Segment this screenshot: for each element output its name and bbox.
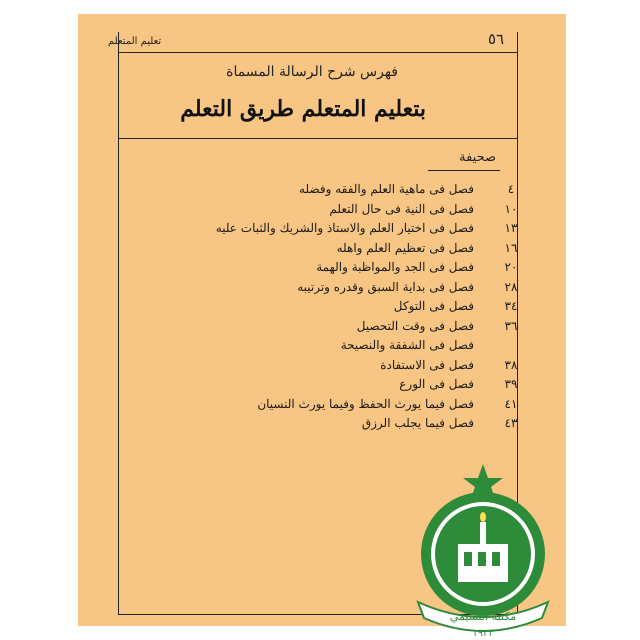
toc-page-number: ٤	[507, 182, 515, 196]
toc-row	[174, 318, 518, 339]
logo-year: ١٩٢٣	[472, 628, 494, 638]
toc-row	[174, 240, 518, 261]
toc-entry-title: فصل فى تعظيم العلم واهله	[336, 240, 474, 255]
toc-row	[174, 299, 518, 319]
toc-row	[174, 221, 518, 241]
toc-entry-title: فصل فيما يورث الحفظ وفيما يورث النسيان	[257, 396, 474, 411]
toc-row	[174, 396, 518, 417]
toc-entry-title: فصل فى النية فى حال التعلم	[329, 201, 474, 216]
toc-page-number: ١٣	[504, 221, 518, 235]
toc-page-number: ٣٤	[504, 299, 518, 313]
book-title: بتعليم المتعلم طريق التعلم	[180, 96, 426, 122]
toc-row	[174, 377, 518, 397]
header-rule	[118, 52, 518, 53]
page-number: ٥٦	[488, 30, 505, 48]
logo-text: مكتبة النسيمي	[449, 610, 517, 623]
toc-entry-title: فصل فى ماهية العلم والفقه وفضله	[299, 182, 474, 196]
toc-row	[174, 338, 474, 358]
toc-entry-title: فصل فى بداية السبق وقدره وترتيبه	[297, 279, 474, 294]
toc-row	[174, 279, 518, 300]
toc-entry-title: فصل فى اختيار العلم والاستاذ والشريك والثبات عليه	[215, 221, 474, 235]
candle-icon	[480, 522, 486, 544]
index-title: فهرس شرح الرسالة المسماة	[226, 64, 398, 80]
toc-page-number: ٤٣	[504, 416, 518, 430]
toc-entry-title: فصل فيما يجلب الرزق	[361, 416, 474, 430]
toc-entry-title: فصل فى الشفقة والنصيحة	[340, 338, 474, 352]
toc-row	[174, 182, 515, 202]
title-divider	[118, 138, 518, 139]
table-of-contents	[174, 182, 518, 436]
toc-entry-title: فصل فى الورع	[399, 377, 474, 391]
publisher-logo	[408, 462, 558, 638]
toc-row	[174, 357, 518, 378]
toc-row	[174, 201, 518, 222]
toc-entry-title: فصل فى التوكل	[393, 299, 474, 313]
toc-page-number: ١٠	[504, 201, 518, 216]
toc-page-number: ٣٦	[504, 318, 518, 333]
toc-entry-title: فصل فى الاستفادة	[380, 357, 474, 372]
page-column-rule	[428, 170, 500, 171]
toc-page-number: ٢٠	[504, 260, 518, 274]
toc-page-number: ١٦	[504, 240, 518, 255]
running-head: تعليم المتعلم	[108, 36, 162, 47]
flame-icon	[480, 512, 486, 522]
toc-page-number: ٤١	[504, 396, 518, 411]
toc-page-number: ٣٩	[504, 377, 518, 391]
page-column-header: صحيفة	[459, 150, 496, 165]
toc-row	[174, 416, 518, 436]
toc-entry-title: فصل فى الجد والمواظبة والهمة	[316, 260, 474, 274]
toc-page-number: ٣٨	[504, 357, 518, 372]
toc-row	[174, 260, 518, 280]
toc-entry-title: فصل فى وقت التحصيل	[356, 318, 474, 333]
toc-page-number: ٢٨	[504, 279, 518, 294]
